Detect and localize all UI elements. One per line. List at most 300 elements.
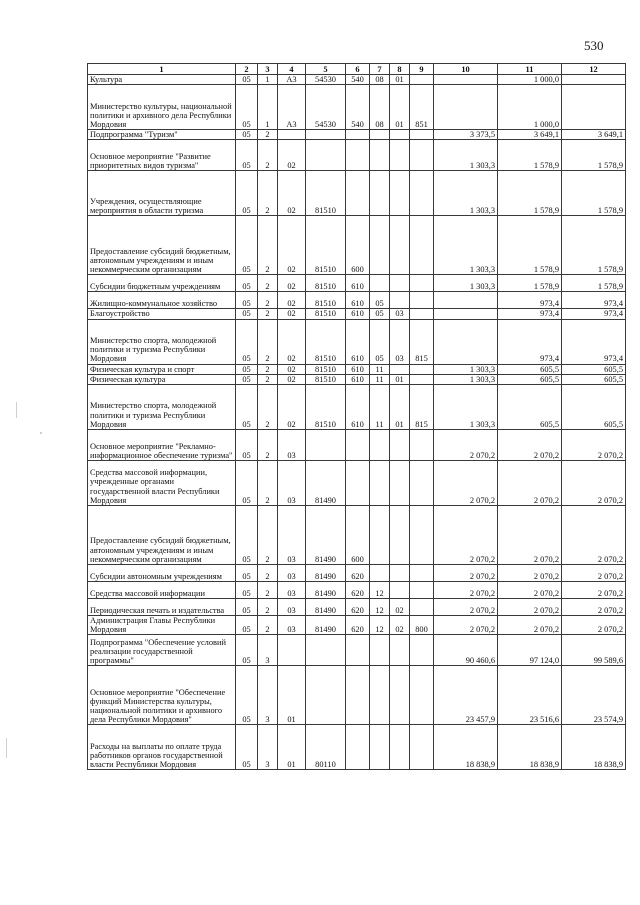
cell-code-5: 81510 bbox=[306, 292, 346, 309]
cell-code-2: 05 bbox=[236, 130, 258, 140]
cell-code-4: 02 bbox=[278, 140, 306, 171]
table-row bbox=[88, 616, 626, 635]
cell-code-5: 81490 bbox=[306, 582, 346, 599]
cell-code-7: 08 bbox=[370, 85, 390, 130]
cell-code-2: 05 bbox=[236, 75, 258, 85]
cell-code-7 bbox=[370, 216, 390, 275]
cell-code-5: 80110 bbox=[306, 725, 346, 770]
cell-code-3: 2 bbox=[258, 616, 278, 635]
cell-code-5: 81490 bbox=[306, 565, 346, 582]
cell-code-9: 815 bbox=[410, 385, 434, 430]
cell-name: Министерство спорта, молодежной политики и туризма Республики Мордовия bbox=[88, 319, 236, 364]
cell-value-11: 2 070,2 bbox=[498, 461, 562, 506]
cell-code-9 bbox=[410, 130, 434, 140]
cell-value-12: 1 578,9 bbox=[562, 140, 626, 171]
cell-code-2: 05 bbox=[236, 85, 258, 130]
cell-code-9: 800 bbox=[410, 616, 434, 635]
cell-code-7 bbox=[370, 666, 390, 725]
cell-value-11: 1 578,9 bbox=[498, 140, 562, 171]
table-row bbox=[88, 599, 626, 616]
table-row bbox=[88, 140, 626, 171]
cell-code-3: 2 bbox=[258, 461, 278, 506]
cell-value-12: 2 070,2 bbox=[562, 565, 626, 582]
cell-code-3: 3 bbox=[258, 635, 278, 666]
cell-code-9 bbox=[410, 171, 434, 216]
cell-value-10: 2 070,2 bbox=[434, 582, 498, 599]
cell-code-3: 2 bbox=[258, 319, 278, 364]
cell-code-2: 05 bbox=[236, 171, 258, 216]
cell-code-2: 05 bbox=[236, 461, 258, 506]
cell-value-10: 2 070,2 bbox=[434, 430, 498, 461]
cell-name: Физическая культура bbox=[88, 374, 236, 384]
cell-value-11: 973,4 bbox=[498, 319, 562, 364]
cell-value-12: 605,5 bbox=[562, 374, 626, 384]
cell-value-10 bbox=[434, 75, 498, 85]
cell-code-2: 05 bbox=[236, 599, 258, 616]
cell-value-10: 90 460,6 bbox=[434, 635, 498, 666]
cell-value-12: 3 649,1 bbox=[562, 130, 626, 140]
cell-code-7 bbox=[370, 506, 390, 565]
cell-code-5 bbox=[306, 140, 346, 171]
cell-code-3: 2 bbox=[258, 506, 278, 565]
cell-value-11: 2 070,2 bbox=[498, 582, 562, 599]
cell-code-4: 03 bbox=[278, 461, 306, 506]
cell-code-3: 2 bbox=[258, 171, 278, 216]
cell-value-10: 23 457,9 bbox=[434, 666, 498, 725]
cell-code-4: 02 bbox=[278, 275, 306, 292]
cell-code-2: 05 bbox=[236, 364, 258, 374]
table-row bbox=[88, 565, 626, 582]
cell-value-11: 2 070,2 bbox=[498, 616, 562, 635]
cell-value-11: 3 649,1 bbox=[498, 130, 562, 140]
table-row bbox=[88, 216, 626, 275]
cell-code-9 bbox=[410, 364, 434, 374]
cell-code-9 bbox=[410, 216, 434, 275]
cell-code-7 bbox=[370, 140, 390, 171]
cell-value-12: 1 578,9 bbox=[562, 216, 626, 275]
cell-code-4: 01 bbox=[278, 725, 306, 770]
cell-name: Министерство культуры, национальной политики и архивного дела Республики Мордовия bbox=[88, 85, 236, 130]
cell-code-6: 600 bbox=[346, 506, 370, 565]
cell-value-10: 2 070,2 bbox=[434, 461, 498, 506]
cell-value-11: 605,5 bbox=[498, 374, 562, 384]
header-cell: 7 bbox=[370, 64, 390, 75]
header-cell: 6 bbox=[346, 64, 370, 75]
cell-value-10: 2 070,2 bbox=[434, 616, 498, 635]
cell-code-9 bbox=[410, 292, 434, 309]
cell-code-4 bbox=[278, 130, 306, 140]
cell-code-5: 81490 bbox=[306, 599, 346, 616]
cell-value-12: 2 070,2 bbox=[562, 582, 626, 599]
cell-code-6 bbox=[346, 140, 370, 171]
header-cell: 8 bbox=[390, 64, 410, 75]
cell-code-2: 05 bbox=[236, 565, 258, 582]
cell-name: Субсидии автономным учреждениям bbox=[88, 565, 236, 582]
cell-code-9 bbox=[410, 140, 434, 171]
table-row bbox=[88, 309, 626, 319]
cell-code-9: 851 bbox=[410, 85, 434, 130]
cell-code-6: 540 bbox=[346, 85, 370, 130]
cell-code-4: 03 bbox=[278, 430, 306, 461]
cell-code-4: 03 bbox=[278, 506, 306, 565]
cell-code-8 bbox=[390, 275, 410, 292]
cell-code-8: 02 bbox=[390, 599, 410, 616]
cell-code-8 bbox=[390, 171, 410, 216]
cell-code-3: 3 bbox=[258, 666, 278, 725]
cell-code-4: 02 bbox=[278, 216, 306, 275]
cell-code-8 bbox=[390, 364, 410, 374]
table-row bbox=[88, 130, 626, 140]
cell-code-5: 81490 bbox=[306, 506, 346, 565]
cell-value-10: 1 303,3 bbox=[434, 216, 498, 275]
cell-code-3: 2 bbox=[258, 216, 278, 275]
cell-value-11: 973,4 bbox=[498, 309, 562, 319]
cell-code-7: 11 bbox=[370, 374, 390, 384]
cell-value-11: 1 578,9 bbox=[498, 171, 562, 216]
cell-name: Средства массовой информации, учрежденные органами государственной власти Республики Мордовия bbox=[88, 461, 236, 506]
cell-value-10 bbox=[434, 319, 498, 364]
cell-code-9 bbox=[410, 309, 434, 319]
cell-value-10: 1 303,3 bbox=[434, 140, 498, 171]
cell-code-8 bbox=[390, 506, 410, 565]
cell-code-3: 1 bbox=[258, 85, 278, 130]
cell-value-12: 2 070,2 bbox=[562, 461, 626, 506]
cell-value-12: 973,4 bbox=[562, 292, 626, 309]
cell-code-7: 11 bbox=[370, 364, 390, 374]
cell-code-3: 3 bbox=[258, 725, 278, 770]
cell-code-7: 12 bbox=[370, 582, 390, 599]
cell-code-3: 2 bbox=[258, 582, 278, 599]
table-row bbox=[88, 292, 626, 309]
cell-code-6 bbox=[346, 666, 370, 725]
cell-code-6: 620 bbox=[346, 599, 370, 616]
cell-code-7: 12 bbox=[370, 616, 390, 635]
cell-code-4: 03 bbox=[278, 599, 306, 616]
cell-code-2: 05 bbox=[236, 635, 258, 666]
cell-value-11: 2 070,2 bbox=[498, 565, 562, 582]
cell-code-9 bbox=[410, 430, 434, 461]
cell-code-2: 05 bbox=[236, 140, 258, 171]
cell-code-7: 12 bbox=[370, 599, 390, 616]
cell-name: Периодическая печать и издательства bbox=[88, 599, 236, 616]
header-cell: 2 bbox=[236, 64, 258, 75]
cell-code-5: 54530 bbox=[306, 85, 346, 130]
cell-code-6: 600 bbox=[346, 216, 370, 275]
cell-code-2: 05 bbox=[236, 319, 258, 364]
cell-code-5 bbox=[306, 635, 346, 666]
cell-code-4: 02 bbox=[278, 309, 306, 319]
table-row bbox=[88, 582, 626, 599]
budget-table bbox=[87, 63, 626, 770]
cell-code-7 bbox=[370, 635, 390, 666]
cell-code-9 bbox=[410, 565, 434, 582]
cell-value-10: 1 303,3 bbox=[434, 364, 498, 374]
cell-value-10 bbox=[434, 309, 498, 319]
cell-code-4 bbox=[278, 635, 306, 666]
scan-artifact-line bbox=[6, 738, 7, 758]
cell-code-8: 01 bbox=[390, 75, 410, 85]
cell-name: Предоставление субсидий бюджетным, автономным учреждениям и иным некоммерческим организациям bbox=[88, 216, 236, 275]
cell-value-11: 1 578,9 bbox=[498, 275, 562, 292]
cell-name: Основное мероприятие "Рекламно-информационное обеспечение туризма" bbox=[88, 430, 236, 461]
cell-code-5: 81510 bbox=[306, 275, 346, 292]
cell-code-8: 02 bbox=[390, 616, 410, 635]
cell-value-10: 2 070,2 bbox=[434, 599, 498, 616]
scan-artifact-line bbox=[16, 402, 17, 418]
cell-code-3: 2 bbox=[258, 140, 278, 171]
cell-code-8: 01 bbox=[390, 385, 410, 430]
cell-code-8: 03 bbox=[390, 309, 410, 319]
cell-code-9 bbox=[410, 461, 434, 506]
cell-code-8 bbox=[390, 216, 410, 275]
cell-code-5: 81510 bbox=[306, 374, 346, 384]
cell-code-2: 05 bbox=[236, 309, 258, 319]
header-cell: 5 bbox=[306, 64, 346, 75]
table-row bbox=[88, 319, 626, 364]
cell-code-7: 08 bbox=[370, 75, 390, 85]
cell-code-7: 05 bbox=[370, 292, 390, 309]
cell-code-7: 05 bbox=[370, 309, 390, 319]
cell-code-2: 05 bbox=[236, 374, 258, 384]
cell-value-12: 2 070,2 bbox=[562, 430, 626, 461]
cell-name: Жилищно-коммунальное хозяйство bbox=[88, 292, 236, 309]
cell-code-5: 81490 bbox=[306, 461, 346, 506]
cell-code-4: 01 bbox=[278, 666, 306, 725]
cell-code-7 bbox=[370, 130, 390, 140]
cell-value-10: 1 303,3 bbox=[434, 171, 498, 216]
cell-code-9 bbox=[410, 599, 434, 616]
cell-value-11: 1 578,9 bbox=[498, 216, 562, 275]
cell-value-10: 18 838,9 bbox=[434, 725, 498, 770]
cell-code-8 bbox=[390, 130, 410, 140]
cell-code-3: 2 bbox=[258, 364, 278, 374]
cell-code-2: 05 bbox=[236, 616, 258, 635]
header-cell: 10 bbox=[434, 64, 498, 75]
cell-code-4: 02 bbox=[278, 374, 306, 384]
cell-value-10 bbox=[434, 292, 498, 309]
cell-code-3: 2 bbox=[258, 430, 278, 461]
cell-code-5: 81510 bbox=[306, 364, 346, 374]
cell-code-3: 2 bbox=[258, 374, 278, 384]
header-cell: 12 bbox=[562, 64, 626, 75]
cell-code-9: 815 bbox=[410, 319, 434, 364]
table-row bbox=[88, 374, 626, 384]
cell-code-7 bbox=[370, 725, 390, 770]
cell-code-8 bbox=[390, 635, 410, 666]
cell-value-12: 973,4 bbox=[562, 319, 626, 364]
cell-code-5: 81510 bbox=[306, 216, 346, 275]
cell-code-8 bbox=[390, 582, 410, 599]
cell-code-6: 540 bbox=[346, 75, 370, 85]
table-row bbox=[88, 75, 626, 85]
cell-code-4: 03 bbox=[278, 582, 306, 599]
table-header-row bbox=[88, 64, 626, 75]
cell-code-5 bbox=[306, 666, 346, 725]
cell-code-3: 2 bbox=[258, 292, 278, 309]
scan-artifact-dot bbox=[40, 432, 42, 434]
cell-value-10: 2 070,2 bbox=[434, 565, 498, 582]
cell-value-11: 97 124,0 bbox=[498, 635, 562, 666]
cell-value-11: 18 838,9 bbox=[498, 725, 562, 770]
cell-value-12: 973,4 bbox=[562, 309, 626, 319]
cell-code-5: 81510 bbox=[306, 385, 346, 430]
cell-value-12: 605,5 bbox=[562, 364, 626, 374]
cell-code-4: А3 bbox=[278, 75, 306, 85]
table-row bbox=[88, 171, 626, 216]
table-row bbox=[88, 506, 626, 565]
cell-name: Культура bbox=[88, 75, 236, 85]
cell-code-8 bbox=[390, 565, 410, 582]
cell-code-9 bbox=[410, 666, 434, 725]
cell-name: Министерство спорта, молодежной политики и туризма Республики Мордовия bbox=[88, 385, 236, 430]
cell-code-7 bbox=[370, 461, 390, 506]
cell-code-6: 610 bbox=[346, 319, 370, 364]
header-cell: 11 bbox=[498, 64, 562, 75]
cell-value-12 bbox=[562, 75, 626, 85]
cell-code-2: 05 bbox=[236, 430, 258, 461]
cell-code-6 bbox=[346, 171, 370, 216]
cell-code-5: 54530 bbox=[306, 75, 346, 85]
cell-value-12: 1 578,9 bbox=[562, 275, 626, 292]
cell-code-4: 02 bbox=[278, 171, 306, 216]
cell-code-8: 01 bbox=[390, 85, 410, 130]
cell-code-4: 02 bbox=[278, 385, 306, 430]
cell-value-11: 973,4 bbox=[498, 292, 562, 309]
cell-value-12 bbox=[562, 85, 626, 130]
cell-code-3: 2 bbox=[258, 565, 278, 582]
cell-code-2: 05 bbox=[236, 275, 258, 292]
table-row bbox=[88, 635, 626, 666]
cell-code-2: 05 bbox=[236, 385, 258, 430]
cell-code-8 bbox=[390, 725, 410, 770]
cell-code-6: 620 bbox=[346, 565, 370, 582]
cell-code-7 bbox=[370, 171, 390, 216]
cell-code-9 bbox=[410, 275, 434, 292]
cell-code-8: 03 bbox=[390, 319, 410, 364]
cell-code-2: 05 bbox=[236, 666, 258, 725]
cell-value-12: 18 838,9 bbox=[562, 725, 626, 770]
cell-code-3: 2 bbox=[258, 130, 278, 140]
cell-code-2: 05 bbox=[236, 582, 258, 599]
cell-code-6 bbox=[346, 430, 370, 461]
cell-code-6: 620 bbox=[346, 616, 370, 635]
cell-code-3: 2 bbox=[258, 599, 278, 616]
cell-name: Благоустройство bbox=[88, 309, 236, 319]
table-row bbox=[88, 725, 626, 770]
cell-code-2: 05 bbox=[236, 725, 258, 770]
cell-name: Подпрограмма "Туризм" bbox=[88, 130, 236, 140]
cell-code-4: А3 bbox=[278, 85, 306, 130]
cell-value-10: 1 303,3 bbox=[434, 374, 498, 384]
cell-code-6: 610 bbox=[346, 275, 370, 292]
cell-value-11: 605,5 bbox=[498, 364, 562, 374]
cell-value-12: 23 574,9 bbox=[562, 666, 626, 725]
cell-name: Субсидии бюджетным учреждениям bbox=[88, 275, 236, 292]
cell-value-12: 99 589,6 bbox=[562, 635, 626, 666]
cell-code-6 bbox=[346, 725, 370, 770]
table-row bbox=[88, 430, 626, 461]
cell-code-6: 610 bbox=[346, 364, 370, 374]
cell-code-9 bbox=[410, 725, 434, 770]
cell-code-5 bbox=[306, 430, 346, 461]
page-number: 530 bbox=[584, 38, 604, 53]
table-row bbox=[88, 364, 626, 374]
cell-name: Физическая культура и спорт bbox=[88, 364, 236, 374]
table-row bbox=[88, 385, 626, 430]
cell-code-4: 02 bbox=[278, 292, 306, 309]
header-cell: 9 bbox=[410, 64, 434, 75]
cell-name: Основное мероприятие "Развитие приоритетных видов туризма" bbox=[88, 140, 236, 171]
cell-value-10: 1 303,3 bbox=[434, 275, 498, 292]
cell-code-6 bbox=[346, 461, 370, 506]
cell-code-7 bbox=[370, 275, 390, 292]
cell-code-5: 81510 bbox=[306, 319, 346, 364]
cell-code-5 bbox=[306, 130, 346, 140]
cell-code-2: 05 bbox=[236, 292, 258, 309]
cell-name: Средства массовой информации bbox=[88, 582, 236, 599]
cell-code-3: 2 bbox=[258, 275, 278, 292]
cell-value-12: 2 070,2 bbox=[562, 599, 626, 616]
header-cell: 1 bbox=[88, 64, 236, 75]
cell-value-10: 3 373,5 bbox=[434, 130, 498, 140]
header-cell: 4 bbox=[278, 64, 306, 75]
cell-code-6: 610 bbox=[346, 309, 370, 319]
cell-name: Учреждения, осуществляющие мероприятия в области туризма bbox=[88, 171, 236, 216]
cell-code-7: 05 bbox=[370, 319, 390, 364]
cell-name: Основное мероприятие "Обеспечение функций Министерства культуры, национальной политики и архивного дела Республики Мордовия" bbox=[88, 666, 236, 725]
cell-code-9 bbox=[410, 75, 434, 85]
cell-code-5: 81510 bbox=[306, 309, 346, 319]
cell-name: Предоставление субсидий бюджетным, автономным учреждениям и иным некоммерческим организациям bbox=[88, 506, 236, 565]
table-row bbox=[88, 461, 626, 506]
cell-name: Подпрограмма "Обеспечение условий реализации государственной программы" bbox=[88, 635, 236, 666]
cell-value-11: 1 000,0 bbox=[498, 85, 562, 130]
cell-code-7 bbox=[370, 430, 390, 461]
cell-code-6: 620 bbox=[346, 582, 370, 599]
cell-value-12: 2 070,2 bbox=[562, 616, 626, 635]
cell-code-8 bbox=[390, 292, 410, 309]
cell-value-11: 2 070,2 bbox=[498, 599, 562, 616]
cell-name: Администрация Главы Республики Мордовия bbox=[88, 616, 236, 635]
cell-code-9 bbox=[410, 506, 434, 565]
cell-code-6: 610 bbox=[346, 385, 370, 430]
cell-value-11: 2 070,2 bbox=[498, 430, 562, 461]
cell-value-11: 2 070,2 bbox=[498, 506, 562, 565]
cell-code-3: 2 bbox=[258, 385, 278, 430]
cell-code-5: 81510 bbox=[306, 171, 346, 216]
cell-code-8 bbox=[390, 461, 410, 506]
cell-code-6: 610 bbox=[346, 374, 370, 384]
cell-code-4: 03 bbox=[278, 565, 306, 582]
cell-code-9 bbox=[410, 582, 434, 599]
cell-code-8 bbox=[390, 666, 410, 725]
cell-value-12: 1 578,9 bbox=[562, 171, 626, 216]
table-row bbox=[88, 275, 626, 292]
cell-value-10: 2 070,2 bbox=[434, 506, 498, 565]
cell-code-4: 02 bbox=[278, 364, 306, 374]
cell-value-10: 1 303,3 bbox=[434, 385, 498, 430]
cell-code-7: 11 bbox=[370, 385, 390, 430]
cell-value-12: 2 070,2 bbox=[562, 506, 626, 565]
cell-code-6 bbox=[346, 130, 370, 140]
cell-value-12: 605,5 bbox=[562, 385, 626, 430]
cell-code-2: 05 bbox=[236, 506, 258, 565]
table-row bbox=[88, 666, 626, 725]
cell-value-11: 605,5 bbox=[498, 385, 562, 430]
cell-name: Расходы на выплаты по оплате труда работников органов государственной власти Республики Мордовия bbox=[88, 725, 236, 770]
cell-code-4: 02 bbox=[278, 319, 306, 364]
cell-value-11: 1 000,0 bbox=[498, 75, 562, 85]
